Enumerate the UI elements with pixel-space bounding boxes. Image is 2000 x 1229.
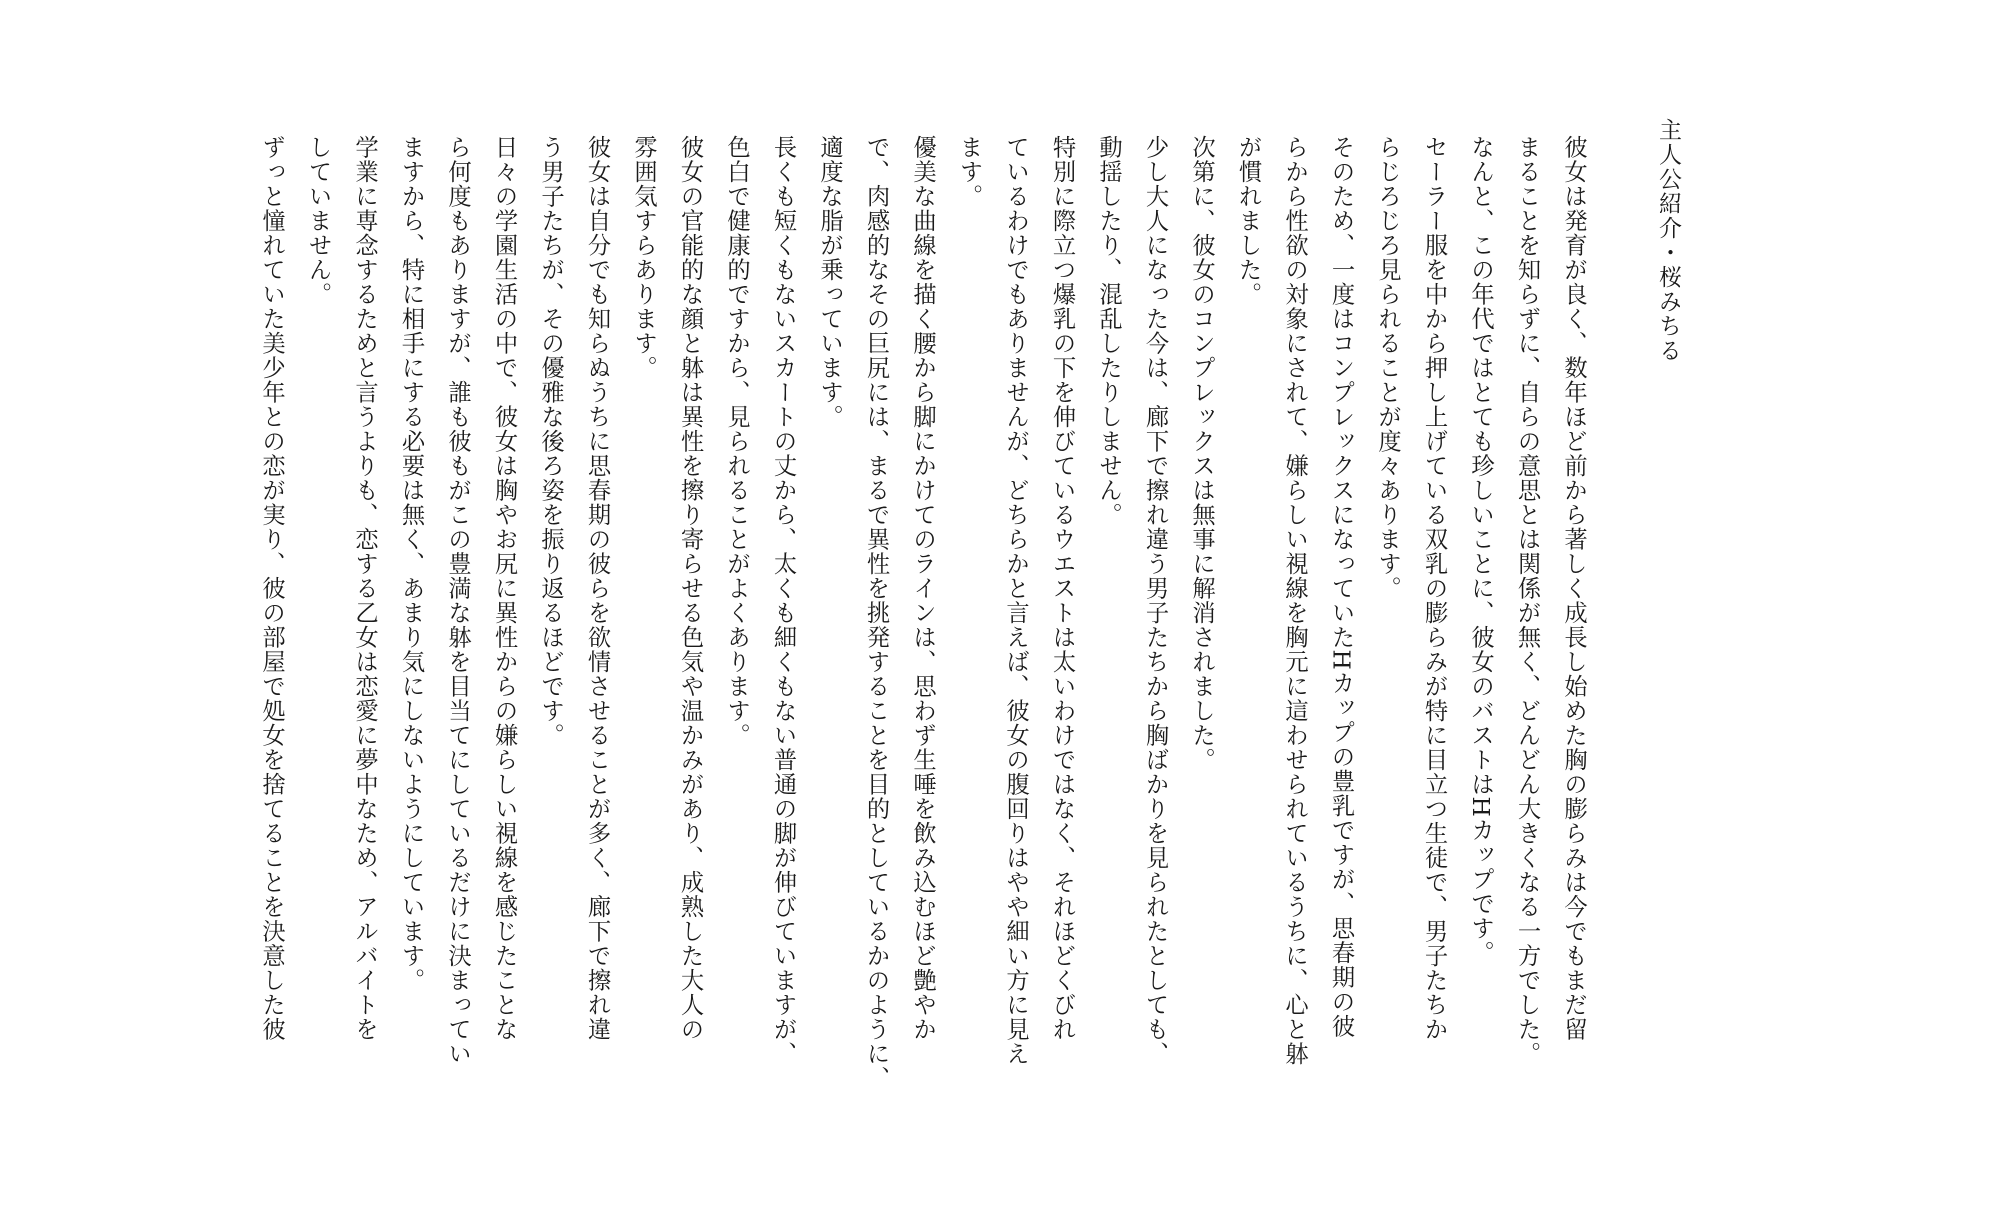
- text-line: 適度な脂が乗っています。: [816, 135, 843, 429]
- text-line: まることを知らずに、自らの意思とは関係が無く、どんどん大きくなる一方でした。: [1513, 135, 1541, 1066]
- text-line: ます。: [955, 135, 983, 209]
- text-line: 彼女の官能的な顔と躰は異性を擦り寄らせる色気や温かみがあり、成熟した大人の: [676, 135, 704, 1042]
- text-line: う男子たちが、その優雅な後ろ姿を振り返るほどです。: [537, 135, 564, 748]
- text-line: 動揺したり、混乱したりしません。: [1095, 135, 1122, 527]
- text-line: 優美な曲線を描く腰から脚にかけてのラインは、思わず生唾を飲み込むほど艶やか: [909, 135, 936, 1042]
- text-line: 少し大人になった今は、廊下で擦れ違う男子たちから胸ばかりを見られたとしても、: [1141, 135, 1169, 1066]
- document-body: [258, 135, 1596, 1135]
- text-line: セーラー服を中から押し上げている双乳の膨らみが特に目立つ生徒で、男子たちか: [1420, 135, 1448, 1042]
- text-line: 学業に専念するためと言うよりも、恋する乙女は恋愛に夢中なため、アルバイトを: [351, 135, 378, 1042]
- text-line: 雰囲気すらあります。: [630, 135, 657, 380]
- text-line: 彼女は自分でも知らぬうちに思春期の彼らを欲情させることが多く、廊下で擦れ違: [583, 135, 611, 1042]
- text-line: なんと、この年代ではとても珍しいことに、彼女のバストはHカップです。: [1467, 135, 1494, 966]
- text-line: ているわけでもありませんが、どちらかと言えば、彼女の腹回りはやや細い方に見え: [1002, 135, 1029, 1066]
- text-line: らじろじろ見られることが度々あります。: [1374, 135, 1401, 601]
- text-line: 長くも短くもないスカートの丈から、太くも細くもない普通の脚が伸びていますが、: [769, 135, 797, 1066]
- text-line: 色白で健康的ですから、見られることがよくあります。: [723, 135, 750, 748]
- text-line: 次第に、彼女のコンプレックスは無事に解消されました。: [1188, 135, 1215, 772]
- text-line: そのため、一度はコンプレックスになっていたHカップの豊乳ですが、思春期の彼: [1327, 135, 1355, 1039]
- text-line: ずっと憧れていた美少年との恋が実り、彼の部屋で処女を捨てることを決意した彼: [258, 135, 285, 1042]
- text-line: 特別に際立つ爆乳の下を伸びているウエストは太いわけではなく、それほどくびれ: [1048, 135, 1076, 1042]
- text-line: していません。: [304, 135, 332, 307]
- text-line: らから性欲の対象にされて、嫌らしい視線を胸元に這わせられているうちに、心と躰: [1281, 135, 1308, 1066]
- text-line: で、肉感的なその巨尻には、まるで異性を挑発することを目的としているかのように、: [862, 135, 890, 1091]
- text-line: 日々の学園生活の中で、彼女は胸やお尻に異性からの嫌らしい視線を感じたことな: [490, 135, 518, 1042]
- document-title: 主人公紹介・桜みちる: [1655, 118, 1681, 363]
- text-line: 彼女は発育が良く、数年ほど前から著しく成長し始めた胸の膨らみは今でもまだ留: [1560, 135, 1587, 1042]
- text-line: ますから、特に相手にする必要は無く、あまり気にしないようにしています。: [397, 135, 425, 993]
- text-line: ら何度もありますが、誰も彼もがこの豊満な躰を目当てにしているだけに決まってい: [444, 135, 471, 1066]
- text-line: が慣れました。: [1234, 135, 1262, 307]
